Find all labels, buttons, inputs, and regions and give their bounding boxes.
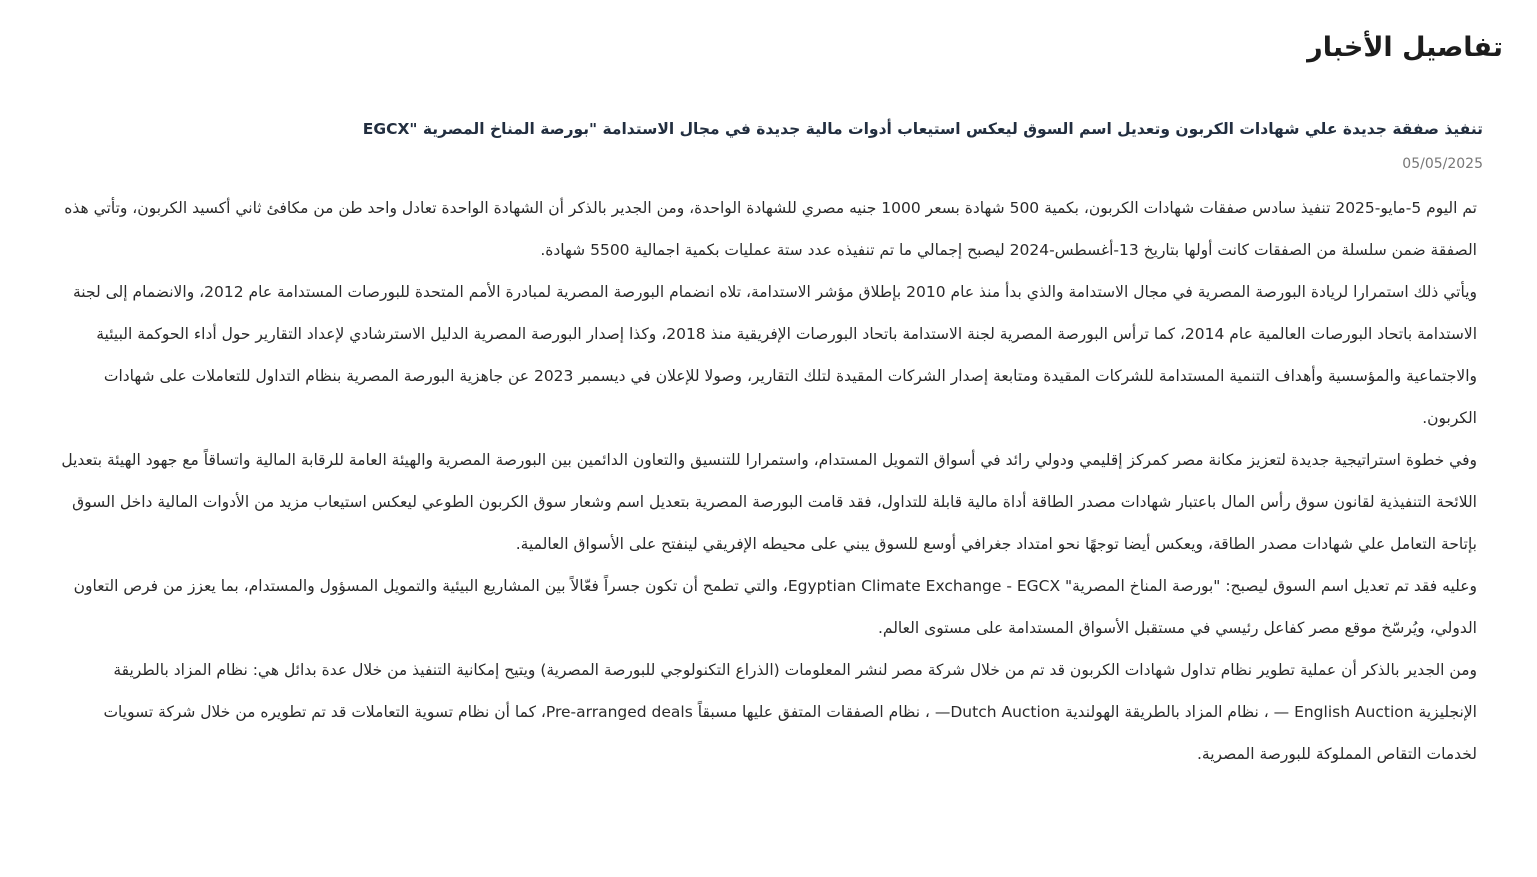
news-body xyxy=(58,187,1483,775)
news-paragraph: تم اليوم 5-مايو-2025 تنفيذ سادس صفقات شهادات الكربون، بكمية 500 شهادة بسعر 1000 جنيه مصري للشهادة الواحدة، ومن الجدير بالذكر أن الشهادة الواحدة تعادل واحد طن من مكافئ ثاني أكسيد الكربون، وتأتي هذه الصفقة ضمن سلسلة من الصفقات كانت أولها بتاريخ 13-أغسطس-2024 ليصبح إجمالي ما تم تنفيذه عدد ستة عمليات بكمية اجمالية 5500 شهادة. xyxy=(64,199,1477,259)
news-title: تنفيذ صفقة جديدة علي شهادات الكربون وتعديل اسم السوق ليعكس استيعاب أدوات مالية جديدة في مجال الاستدامة "بورصة المناخ المصرية "EGCX xyxy=(362,120,1483,138)
news-paragraph: ويأتي ذلك استمرارا لريادة البورصة المصرية في مجال الاستدامة والذي بدأ منذ عام 2010 بإطلاق مؤشر الاستدامة، تلاه انضمام البورصة المصرية لمبادرة الأمم المتحدة للبورصات المستدامة عام 2012، والانضمام إلى لجنة الاستدامة باتحاد البورصات العالمية عام 2014، كما ترأس البورصة المصرية لجنة الاستدامة باتحاد البورصات الإفريقية منذ 2018، وكذا إصدار البورصة المصرية الدليل الاسترشادي لإعداد التقارير حول أداء الحوكمة البيئية والاجتماعية والمؤسسية وأهداف التنمية المستدامة للشركات المقيدة ومتابعة إصدار الشركات المقيدة لتلك التقارير، وصولا للإعلان في ديسمبر 2023 عن جاهزية البورصة المصرية بنظام التداول للتعاملات على شهادات الكربون. xyxy=(73,283,1477,427)
news-paragraph: ومن الجدير بالذكر أن عملية تطوير نظام تداول شهادات الكربون قد تم من خلال شركة مصر لنشر المعلومات (الذراع التكنولوجي للبورصة المصرية) ويتيح إمكانية التنفيذ من خلال عدة بدائل هي: نظام المزاد بالطريقة الإنجليزية English Auction — ، نظام المزاد بالطريقة الهولندية Dutch Auction— ، نظام الصفقات المتفق عليها مسبقاً Pre-arranged deals، كما أن نظام تسوية التعاملات قد تم تطويره من خلال شركة تسويات لخدمات التقاص المملوكة للبورصة المصرية. xyxy=(103,661,1477,763)
page-title: تفاصيل الأخبار xyxy=(1307,32,1503,63)
news-date: 05/05/2025 xyxy=(1402,156,1483,172)
news-paragraph: وفي خطوة استراتيجية جديدة لتعزيز مكانة مصر كمركز إقليمي ودولي رائد في أسواق التمويل المستدام، واستمرارا للتنسيق والتعاون الدائمين بين البورصة المصرية والهيئة العامة للرقابة المالية واتساقاً مع جهود الهيئة بتعديل اللائحة التنفيذية لقانون سوق رأس المال باعتبار شهادات مصدر الطاقة أداة مالية قابلة للتداول، فقد قامت البورصة المصرية بتعديل اسم وشعار سوق الكربون الطوعي ليعكس استيعاب مزيد من الأدوات المالية داخل السوق بإتاحة التعامل علي شهادات مصدر الطاقة، ويعكس أيضا توجهًا نحو امتداد جغرافي أوسع للسوق يبني على محيطه الإفريقي لينفتح على الأسواق العالمية. xyxy=(61,451,1477,553)
news-article xyxy=(58,114,1483,775)
news-paragraph: وعليه فقد تم تعديل اسم السوق ليصبح: "بورصة المناخ المصرية" Egyptian Climate Exchange - EGCX، والتي تطمح أن تكون جسراً فعّالاً بين المشاريع البيئية والتمويل المسؤول والمستدام، بما يعزز من فرص التعاون الدولي، ويُرسّخ موقع مصر كفاعل رئيسي في مستقبل الأسواق المستدامة على مستوى العالم. xyxy=(73,577,1477,637)
